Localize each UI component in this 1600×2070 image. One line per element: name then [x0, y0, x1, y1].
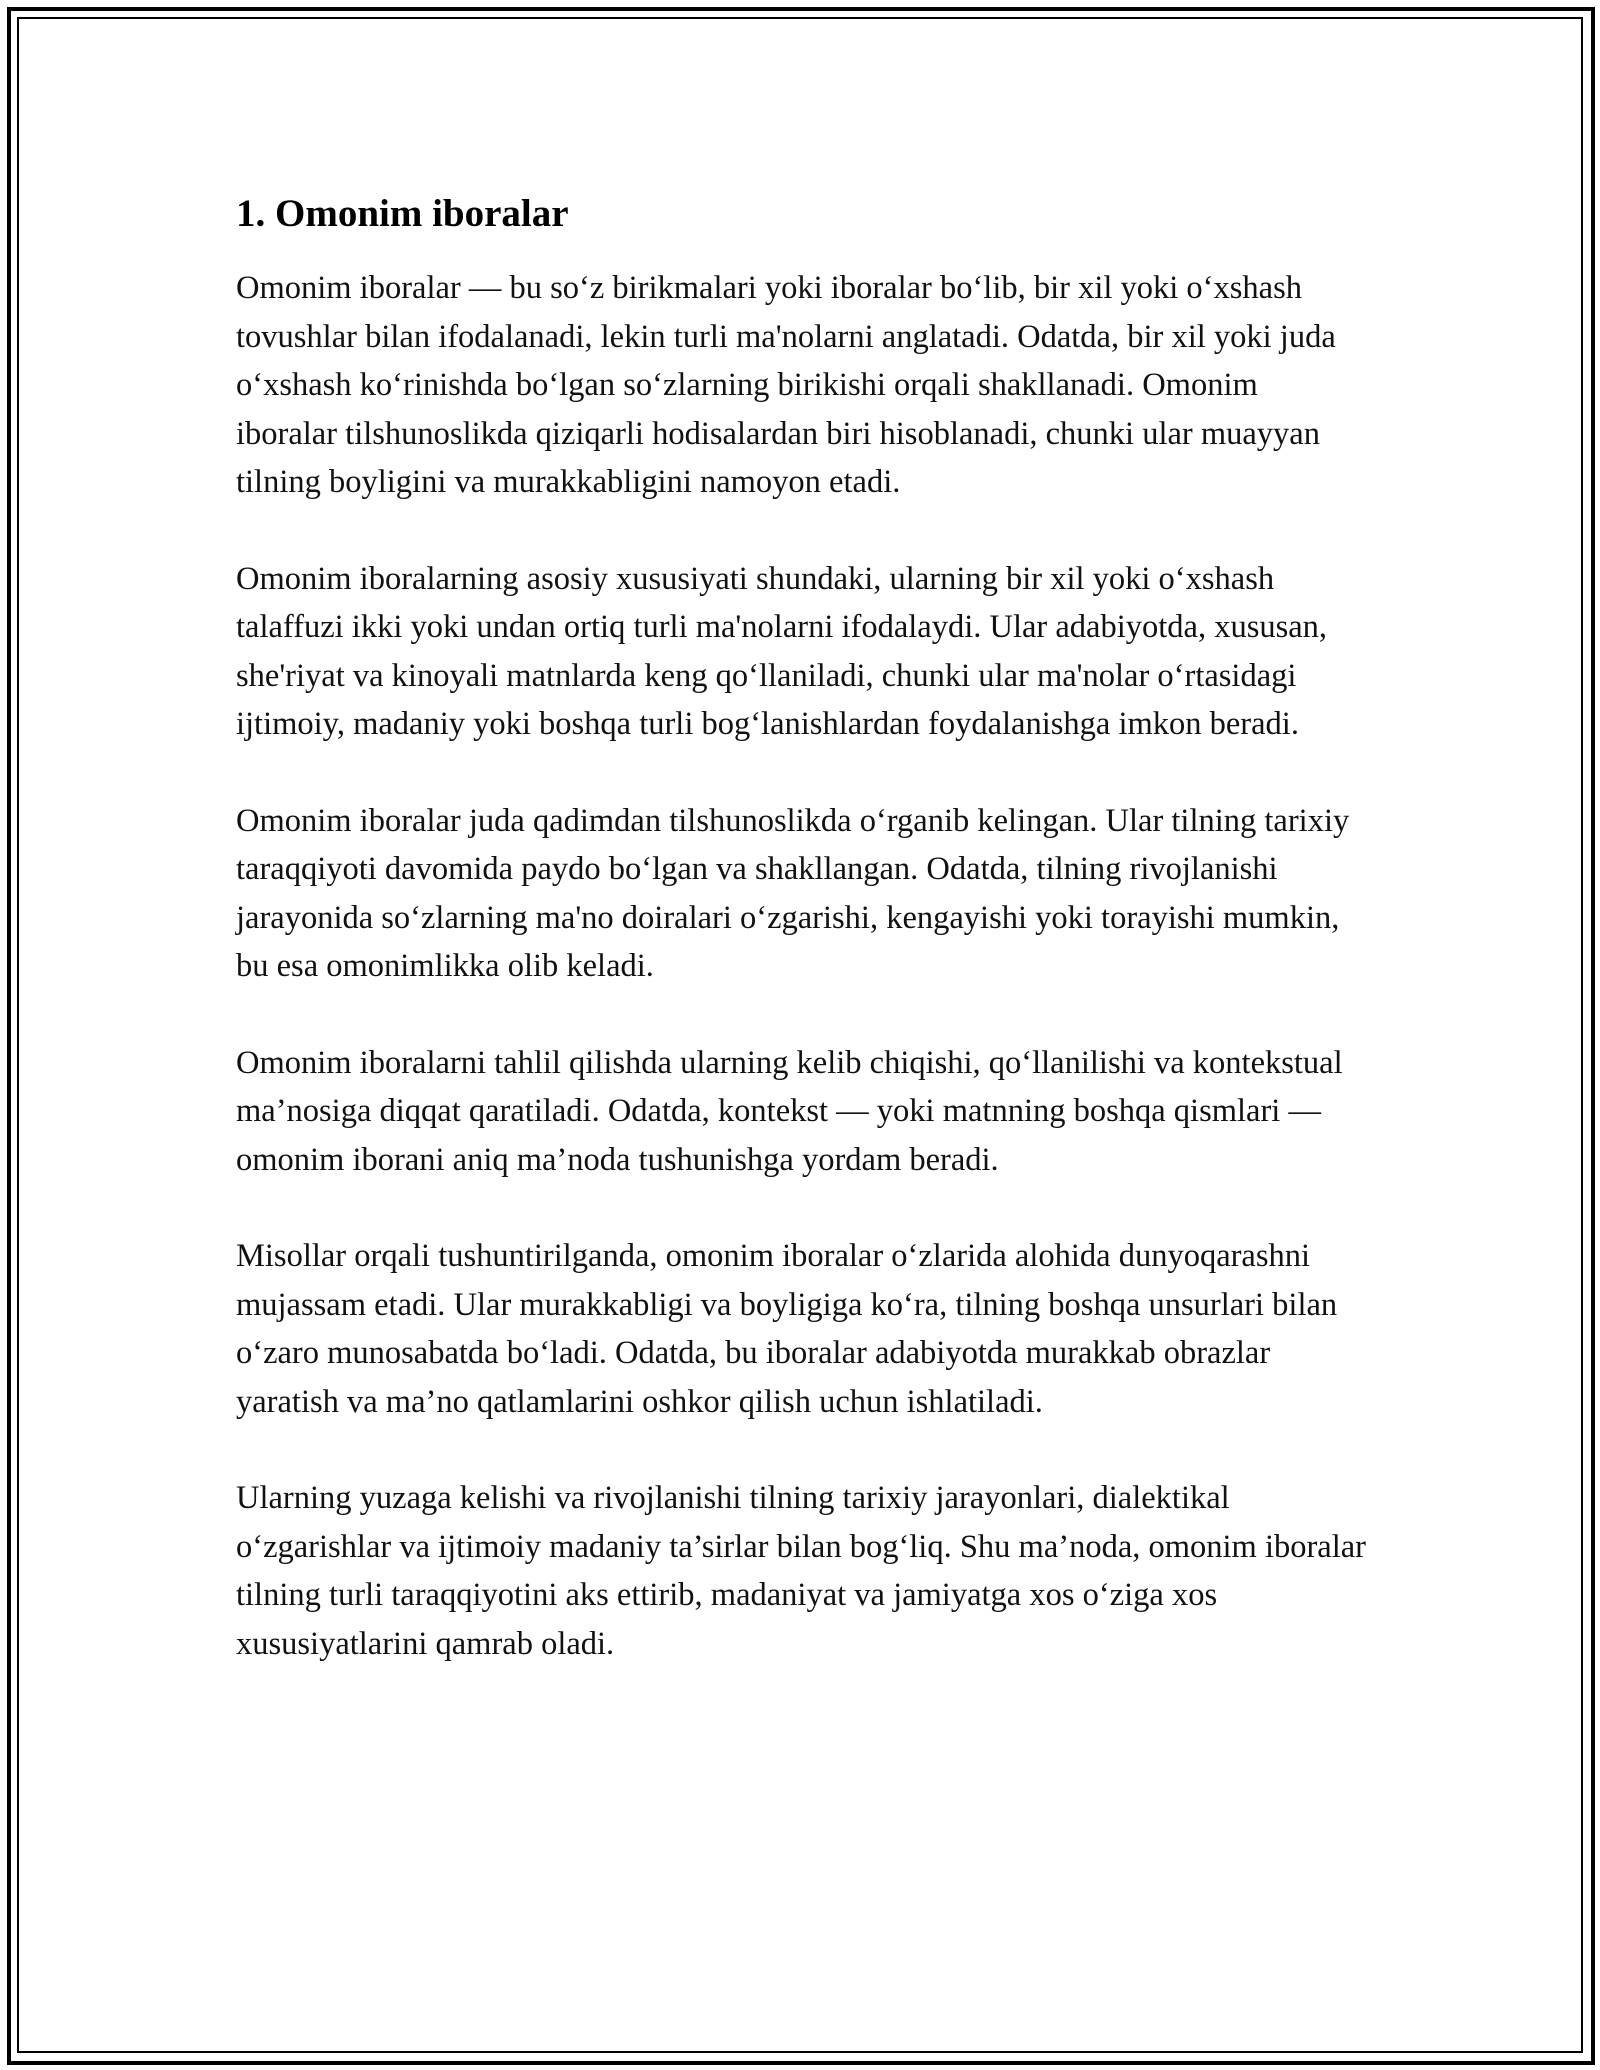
paragraph-1: Omonim iboralar — bu so‘z birikmalari yoki iboralar bo‘lib, bir xil yoki o‘xshash tovushlar bilan ifodalanadi, lekin turli ma'nolarni anglatadi. Odatda, bir xil yoki juda o‘xshash ko‘rinishda bo‘lgan so‘zlarning birikishi orqali shakllanadi. Omonim iboralar tilshunoslikda qiziqarli hodisalardan biri hisoblanadi, chunki ular muayyan tilning boyligini va murakkabligini namoyon etadi. — [236, 270, 1336, 500]
paragraph-2: Omonim iboralarning asosiy xususiyati shundaki, ularning bir xil yoki o‘xshash talaffuzi ikki yoki undan ortiq turli ma'nolarni ifodalaydi. Ular adabiyotda, xususan, she'riyat va kinoyali matnlarda keng qo‘llaniladi, chunki ular ma'nolar o‘rtasidagi ijtimoiy, madaniy yoki boshqa turli bog‘lanishlardan foydalanishga imkon beradi. — [236, 560, 1328, 742]
paragraph-3: Omonim iboralar juda qadimdan tilshunoslikda o‘rganib kelingan. Ular tilning tarixiy taraqqiyoti davomida paydo bo‘lgan va shakllangan. Odatda, tilning rivojlanishi jarayonida so‘zlarning ma'no doiralari o‘zgarishi, kengayishi yoki torayishi mumkin, bu esa omonimlikka olib keladi. — [236, 802, 1350, 984]
document-body — [236, 190, 1366, 1716]
section-title: 1. Omonim iboralar — [236, 192, 569, 235]
paragraph-4: Omonim iboralarni tahlil qilishda ularning kelib chiqishi, qo‘llanilishi va kontekstual ma’nosiga diqqat qaratiladi. Odatda, kontekst — yoki matnning boshqa qismlari — omonim iborani aniq ma’noda tushunishga yordam beradi. — [236, 1044, 1343, 1178]
paragraph-6: Ularning yuzaga kelishi va rivojlanishi tilning tarixiy jarayonlari, dialektikal o‘zgarishlar va ijtimoiy madaniy ta’sirlar bilan bog‘liq. Shu ma’noda, omonim iboralar tilning turli taraqqiyotini aks ettirib, madaniyat va jamiyatga xos o‘ziga xos xususiyatlarini qamrab oladi. — [236, 1480, 1367, 1662]
paragraph-5: Misollar orqali tushuntirilganda, omonim iboralar o‘zlarida alohida dunyoqarashni mujassam etadi. Ular murakkabligi va boyligiga ko‘ra, tilning boshqa unsurlari bilan o‘zaro munosabatda bo‘ladi. Odatda, bu iboralar adabiyotda murakkab obrazlar yaratish va ma’no qatlamlarini oshkor qilish uchun ishlatiladi. — [236, 1238, 1338, 1420]
